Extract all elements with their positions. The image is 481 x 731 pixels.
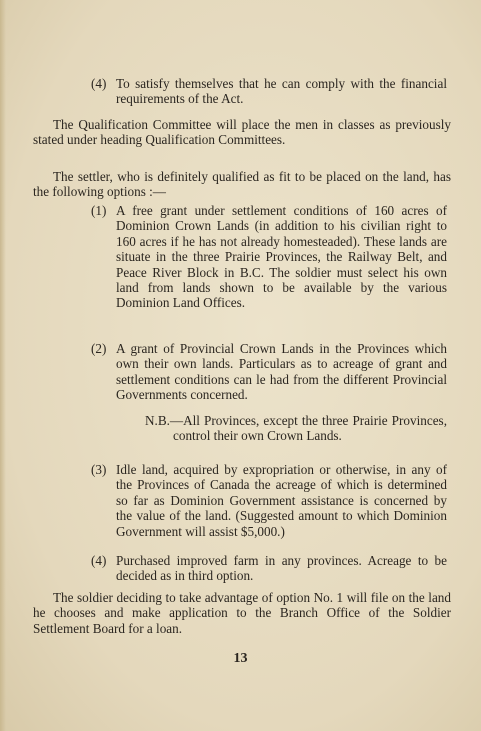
option-item-3 [91, 462, 447, 539]
option-number: (1) [91, 203, 107, 218]
page-number: 13 [233, 651, 248, 666]
option-number: (4) [91, 553, 107, 568]
option-item-4 [91, 553, 447, 584]
option-number: (2) [91, 341, 107, 356]
option-text: Purchased improved farm in any provinces. Acreage to be decided as in third option. [116, 553, 447, 584]
closing-paragraph-block [33, 590, 451, 636]
option-text: Idle land, acquired by expropriation or otherwise, in any of the Provinces of Canada the acreage of which is determined so far as Dominion Government assistance is concerned by the value of the land. (Suggested amount to which Dominion Government will assist $5,000.) [116, 462, 447, 539]
nb-note-text: N.B.—All Provinces, except the three Prairie Provinces, control their own Crown Lands. [145, 413, 447, 444]
opening-item [91, 76, 447, 107]
option-item-1 [91, 203, 447, 311]
opening-item-text: To satisfy themselves that he can comply with the financial requirements of the Act. [116, 76, 447, 107]
paragraph-classes-block [33, 117, 451, 148]
nb-note [145, 413, 447, 444]
paragraph-settler-block [33, 169, 451, 200]
closing-paragraph: The soldier deciding to take advantage of option No. 1 will file on the land he chooses and make application to the Branch Office of the Soldier Settlement Board for a loan. [33, 590, 451, 636]
option-number: (3) [91, 462, 107, 477]
option-text: A grant of Provincial Crown Lands in the Provinces which own their own lands. Particulars as to acreage of grant and settlement conditions can le had from the different Provincial Governments concerned. [116, 341, 447, 403]
option-item-2 [91, 341, 447, 403]
paragraph-classes: The Qualification Committee will place the men in classes as previously stated under heading Qualification Committees. [33, 117, 451, 148]
page-edge-shading [0, 0, 6, 731]
option-text: A free grant under settlement conditions of 160 acres of Dominion Crown Lands (in addition to his civilian right to 160 acres if he has not already homesteaded). These lands are situate in the three Prairie Provinces, the Railway Belt, and Peace River Block in B.C. The soldier must select his own land from lands shown to be available by the various Dominion Land Offices. [116, 203, 447, 311]
opening-item-number: (4) [91, 76, 107, 91]
paragraph-settler: The settler, who is definitely qualified as fit to be placed on the land, has the following options :— [33, 169, 451, 200]
